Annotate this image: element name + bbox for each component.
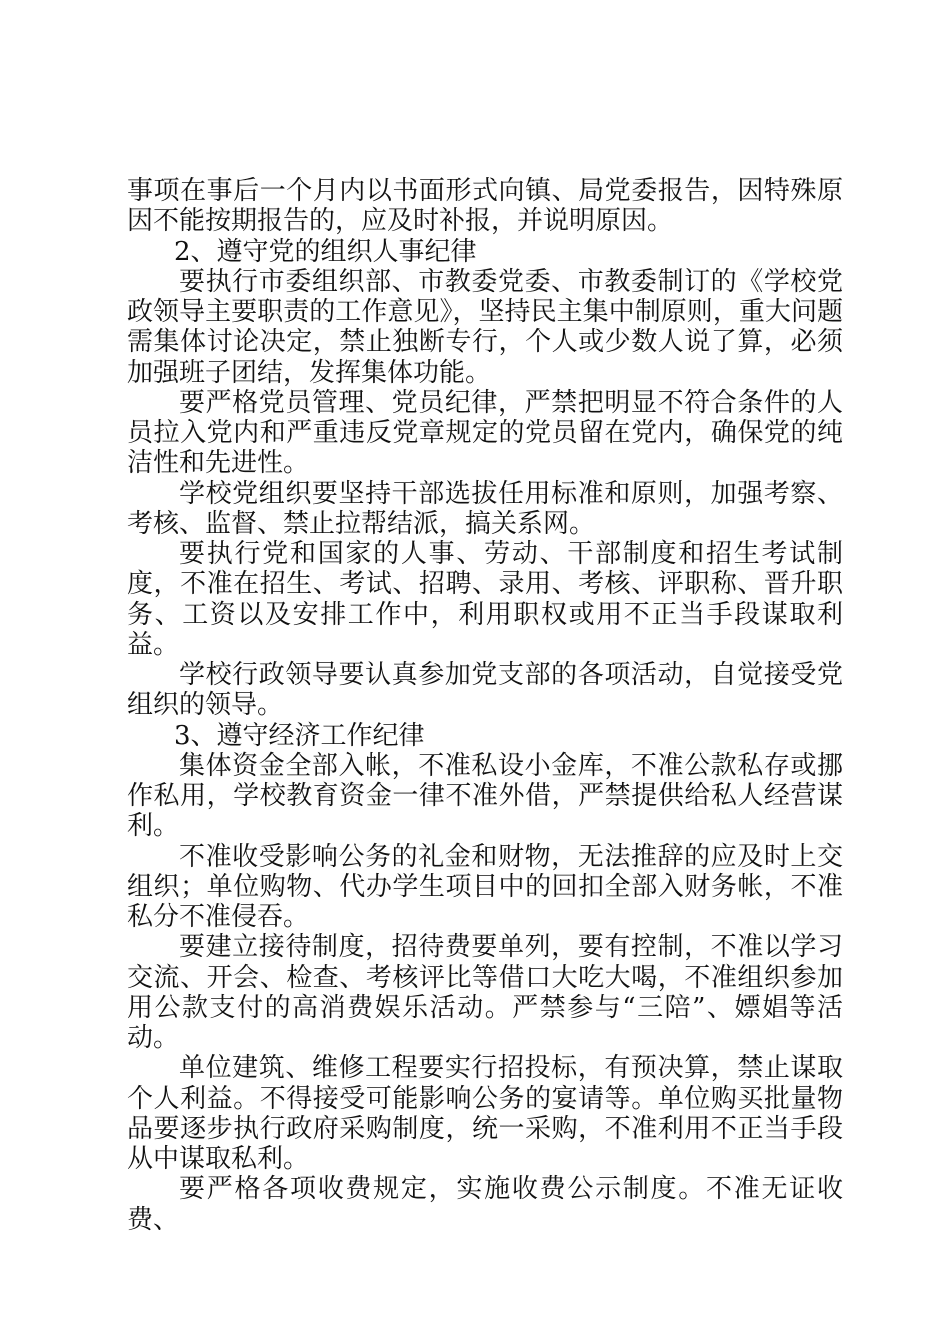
paragraph: 要建立接待制度，招待费要单列，要有控制，不准以学习交流、开会、检查、考核评比等借口大吃大喝，不准组织参加用公款支付的高消费娱乐活动。严禁参与“三陪”、嫖娼等活动。 (127, 932, 843, 1053)
paragraph: 单位建筑、维修工程要实行招投标，有预决算，禁止谋取个人利益。不得接受可能影响公务的宴请等。单位购买批量物品要逐步执行政府采购制度，统一采购，不准利用不正当手段从中谋取私利。 (127, 1053, 843, 1174)
paragraph: 学校行政领导要认真参加党支部的各项活动，自觉接受党组织的领导。 (127, 660, 843, 721)
section-heading-economic-discipline: 3、遵守经济工作纪律 (174, 720, 425, 751)
section-heading-organization-discipline: 2、遵守党的组织人事纪律 (174, 236, 477, 267)
paragraph: 要执行党和国家的人事、劳动、干部制度和招生考试制度，不准在招生、考试、招聘、录用、考核、评职称、晋升职务、工资以及安排工作中，利用职权或用不正当手段谋取利益。 (127, 539, 843, 660)
paragraph-truncated: 要严格各项收费规定，实施收费公示制度。不准无证收费、 (127, 1174, 843, 1235)
paragraph: 要严格党员管理、党员纪律，严禁把明显不符合条件的人员拉入党内和严重违反党章规定的党员留在党内，确保党的纯洁性和先进性。 (127, 387, 843, 479)
paragraph-continuation: 事项在事后一个月内以书面形式向镇、局党委报告，因特殊原因不能按期报告的，应及时补报，并说明原因。 (127, 176, 843, 237)
paragraph: 不准收受影响公务的礼金和财物，无法推辞的应及时上交组织；单位购物、代办学生项目中的回扣全部入财务帐，不准私分不准侵吞。 (127, 841, 843, 932)
paragraph: 集体资金全部入帐，不准私设小金库，不准公款私存或挪作私用，学校教育资金一律不准外借，严禁提供给私人经营谋利。 (127, 750, 843, 842)
paragraph: 要执行市委组织部、市教委党委、市教委制订的《学校党政领导主要职责的工作意见》，坚持民主集中制原则，重大问题需集体讨论决定，禁止独断专行，个人或少数人说了算，必须加强班子团结，发挥集体功能。 (127, 266, 843, 388)
document-body (127, 176, 843, 1235)
paragraph: 学校党组织要坚持干部选拔任用标准和原则，加强考察、考核、监督、禁止拉帮结派，搞关系网。 (127, 478, 843, 539)
